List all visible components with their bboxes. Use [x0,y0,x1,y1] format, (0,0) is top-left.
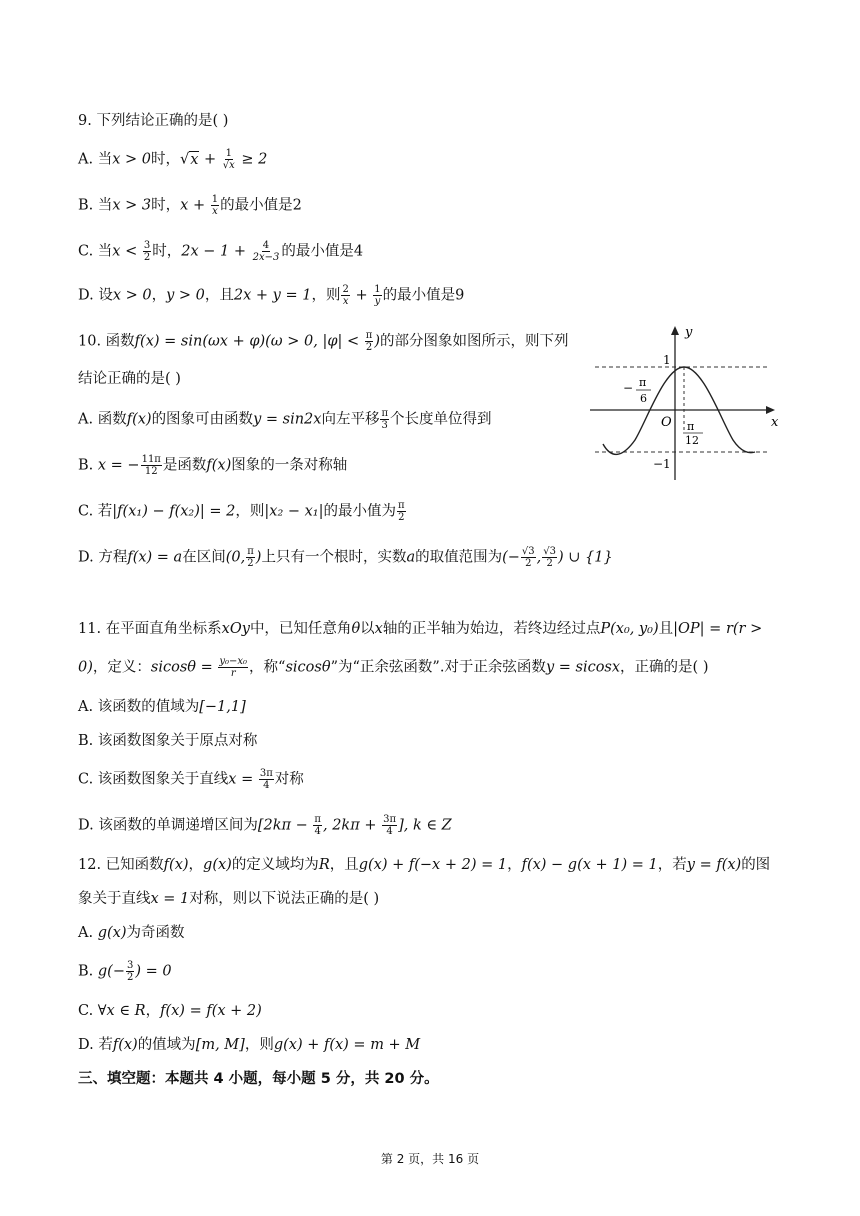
q10-stem: 10. 函数f(x) = sin(ωx + φ)(ω > 0, |φ| < $\frac{\pi}{2}$ )的部分图象如图所示，则下列 [78,330,569,353]
left-tick-sign: − [623,381,634,395]
q11-option-a: A. 该函数的值域为[−1,1] [78,699,246,715]
right-tick-den: 12 [685,434,699,447]
q9-option-b: B. 当x > 3时，x + $\frac{1}{x}$ 的最小值是2 [78,194,302,217]
q9-option-d: D. 设x > 0，y > 0，且2x + y = 1，则 $\frac{2}{x}$ + $\frac{1}{y}$ 的最小值是9 [78,284,465,307]
q12-option-d: D. 若f(x)的值域为[m, M]，则g(x) + f(x) = m + M [78,1037,421,1053]
page-footer: 第 2 页，共 16 页 [380,1152,480,1166]
x-axis-arrow [766,406,775,414]
q10-option-a: A. 函数f(x)的图象可由函数y = sin2x向左平移 $\frac{\pi}{3}$ 个长度单位得到 [78,408,492,431]
left-tick-den: 6 [640,392,647,405]
q9-stem: 9. 下列结论正确的是( ) [78,113,229,129]
origin-label: O [661,415,672,430]
q10-stem-cont: 结论正确的是( ) [78,371,181,387]
q12-stem-line2: 象关于直线x = 1对称，则以下说法正确的是( ) [78,891,380,907]
q10-sine-graph [585,322,785,487]
q11-stem-line2: 0)，定义：sicosθ = $\frac{\text{y₀−x₀}}{r}$ ，称“sicosθ”为“正余弦函数”.对于正余弦函数y = sicosx，正确的是( ) [78,656,709,679]
y-label: y [685,325,693,340]
q11-option-b: B. 该函数图象关于原点对称 [78,733,258,749]
y-axis-arrow [671,326,679,335]
left-tick-num: π [639,376,647,389]
q10-option-c: C. 若|f(x₁) − f(x₂)| = 2，则|x₂ − x₁|的最小值为 $\frac{\pi}{2}$ [78,500,405,523]
q12-option-a: A. g(x)为奇函数 [78,925,185,941]
q9-option-c: C. 当x < $\frac{3}{2}$ 时，2x − 1 + $\frac{4}{2x-3}$ 的最小值是4 [78,240,364,263]
label-one: 1 [663,353,671,367]
q12-option-c: C. ∀x ∈ R，f(x) = f(x + 2) [78,1003,262,1019]
x-label: x [771,415,779,430]
q11-option-c: C. 该函数图象关于直线x = $\frac{3\pi}{4}$ 对称 [78,768,304,791]
q10-option-d: D. 方程f(x) = a在区间(0, $\frac{\pi}{2}$ )上只有一个根时，实数a的取值范围为(− $\frac{√3}{2}$ , $\frac{√3}{2}$ ) ∪ {1} [78,546,613,569]
q12-option-b: B. g(− $\frac{3}{2}$ ) = 0 [78,960,172,983]
q9-option-a: A. 当x > 0时，√x + $\frac{1}{√x}$ ≥ 2 [78,148,268,171]
q10-option-b: B. x = − $\frac{11\pi}{12}$ 是函数f(x)图象的一条对称轴 [78,454,348,477]
q11-option-d: D. 该函数的单调递增区间为[2kπ − $\frac{\pi}{4}$ , 2kπ + $\frac{3\pi}{4}$ ], k ∈ Z [78,814,452,837]
q12-stem-line1: 12. 已知函数f(x)，g(x)的定义域均为R，且g(x) + f(−x + 2) = 1，f(x) − g(x + 1) = 1，若y = f(x)的图 [78,857,771,873]
q11-stem-line1: 11. 在平面直角坐标系xOy中，已知任意角θ以x轴的正半轴为始边，若终边经过点P(x₀, y₀)且|OP| = r(r > [78,621,763,637]
label-neg-one: −1 [653,457,671,471]
right-tick-num: π [687,420,695,433]
section-3-heading: 三、填空题：本题共 4 小题，每小题 5 分，共 20 分。 [78,1071,439,1087]
